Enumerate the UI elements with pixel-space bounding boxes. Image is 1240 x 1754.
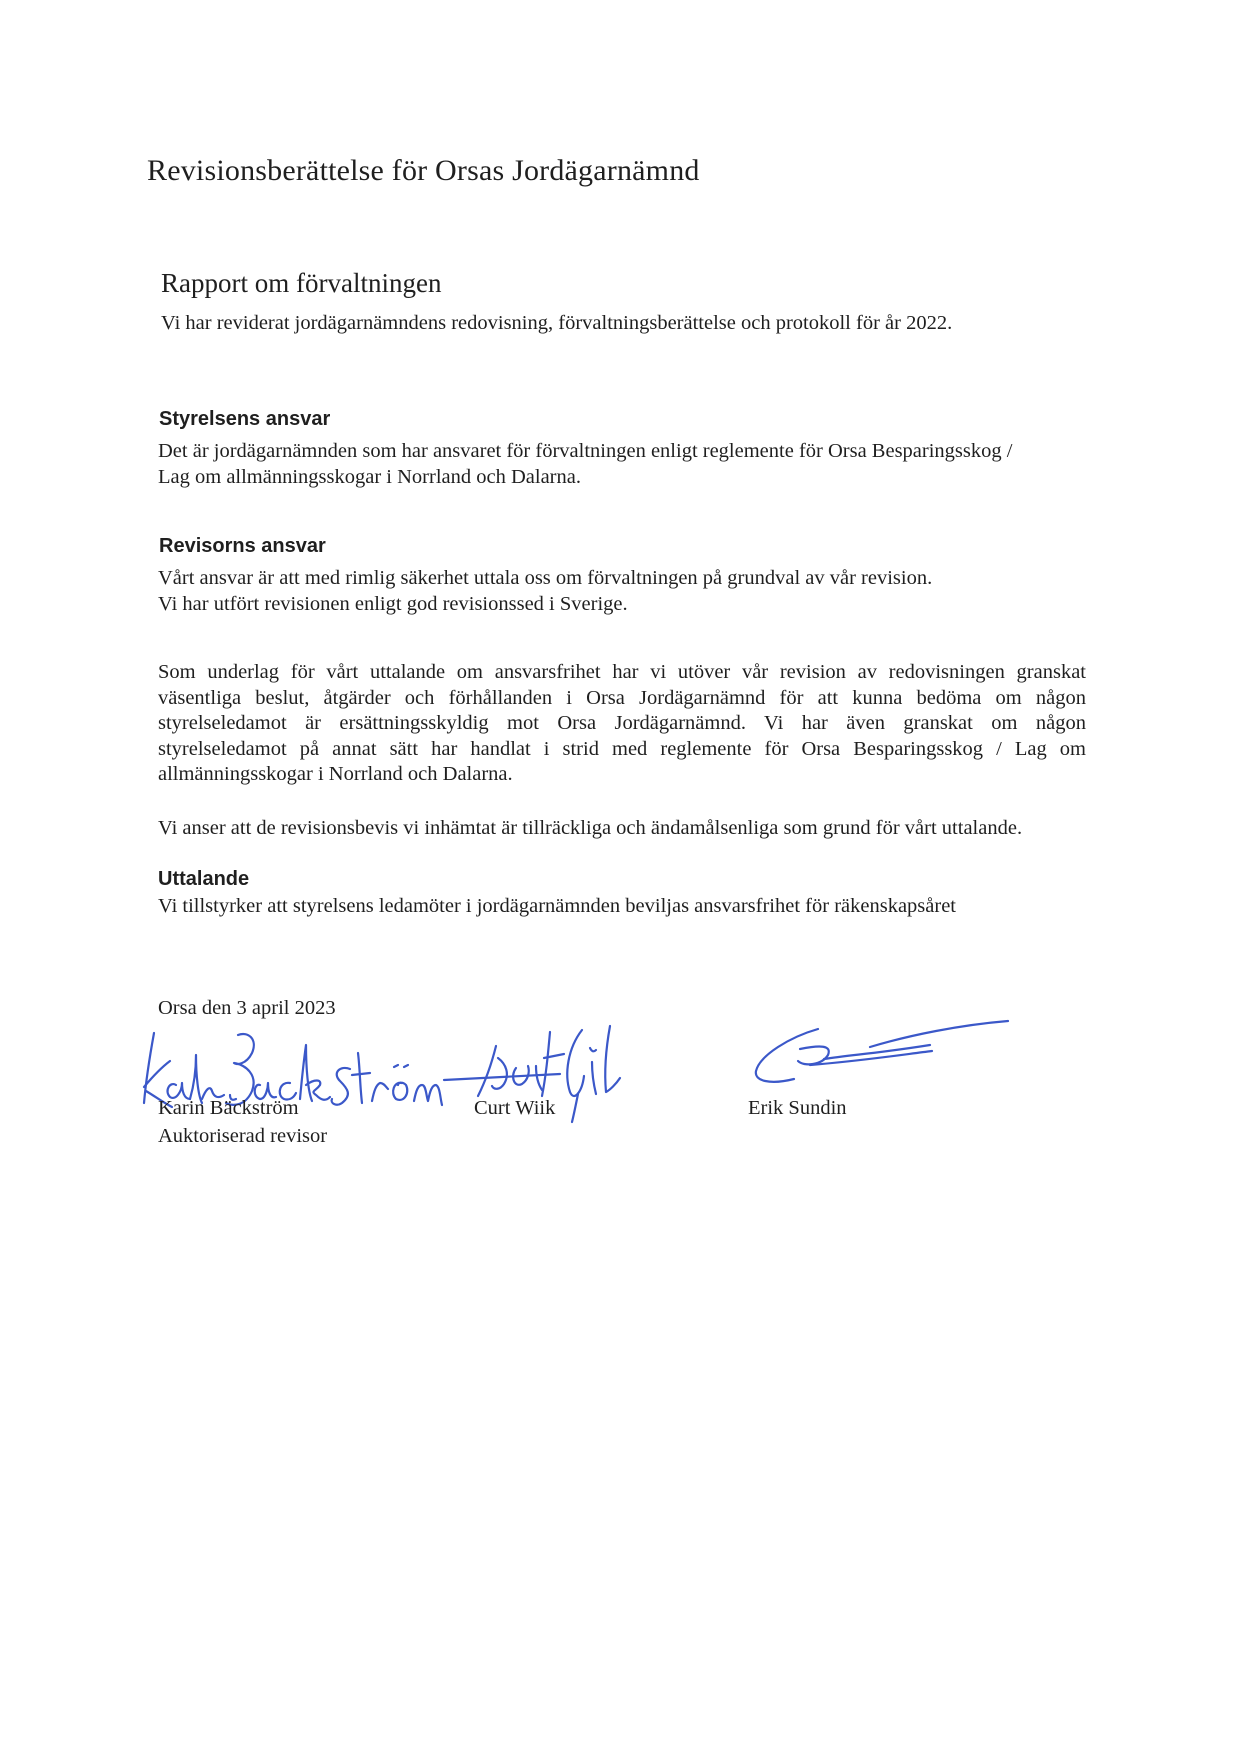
document-title: Revisionsberättelse för Orsas Jordägarnämnd: [147, 154, 700, 187]
statement-text: Vi tillstyrker att styrelsens ledamöter i jordägarnämnden beviljas ansvarsfrihet för räkenskapsåret: [158, 895, 956, 917]
section-heading-auditor: Revisorns ansvar: [159, 535, 326, 557]
signatory-name-3: Erik Sundin: [748, 1097, 847, 1119]
basis-line: Som underlag för vårt uttalande om ansvarsfrihet har vi utöver vår revision av redovisningen granskat: [158, 661, 1086, 683]
evidence-paragraph: Vi anser att de revisionsbevis vi inhämtat är tillräckliga och ändamålsenliga som grund för vårt uttalande.: [158, 817, 1023, 839]
basis-paragraph: [158, 660, 1086, 788]
basis-line: väsentliga beslut, åtgärder och förhållanden i Orsa Jordägarnämnd för att kunna bedöma om någon: [158, 686, 1086, 709]
place-date: Orsa den 3 april 2023: [158, 997, 336, 1019]
basis-line: styrelseledamot är ersättningsskyldig mot Orsa Jordägarnämnd. Vi har även granskat om någon: [158, 712, 1086, 734]
section-heading-board: Styrelsens ansvar: [159, 408, 331, 430]
board-text-line-2: Lag om allmänningsskogar i Norrland och Dalarna.: [158, 466, 581, 488]
report-heading: Rapport om förvaltningen: [161, 268, 442, 298]
basis-line: allmänningsskogar i Norrland och Dalarna.: [158, 763, 513, 785]
auditor-text-line-1: Vårt ansvar är att med rimlig säkerhet uttala oss om förvaltningen på grundval av vår revision.: [158, 567, 933, 589]
signatory-name-2: Curt Wiik: [474, 1097, 556, 1119]
signature-erik-sundin: [750, 1015, 1020, 1095]
statement-heading: Uttalande: [158, 868, 250, 890]
signatory-role-1: Auktoriserad revisor: [158, 1125, 328, 1147]
board-text-line-1: Det är jordägarnämnden som har ansvaret för förvaltningen enligt reglemente för Orsa Besparingsskog /: [158, 440, 1013, 462]
intro-text: Vi har reviderat jordägarnämndens redovisning, förvaltningsberättelse och protokoll för år 2022.: [161, 312, 953, 334]
auditor-text-line-2: Vi har utfört revisionen enligt god revisionssed i Sverige.: [158, 593, 628, 615]
signatory-name-1: Karin Bäckström: [158, 1097, 299, 1119]
basis-line: styrelseledamot på annat sätt har handlat i strid med reglemente för Orsa Besparingsskog / Lag om: [158, 737, 1086, 760]
